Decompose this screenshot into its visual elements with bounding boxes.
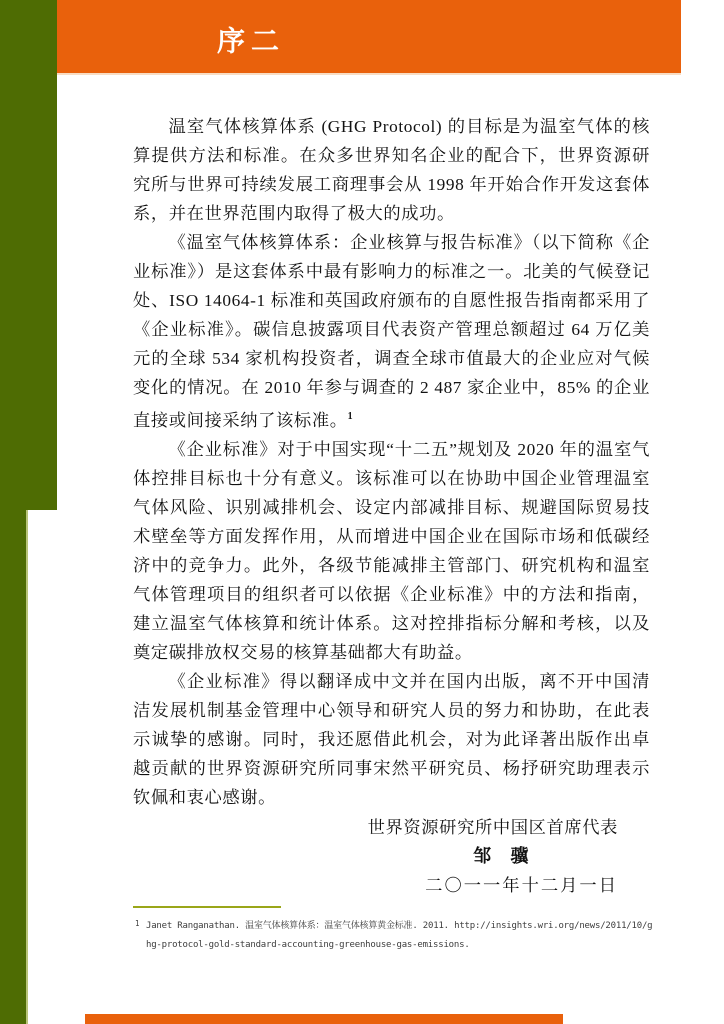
paragraph-2 bbox=[133, 228, 650, 435]
left-accent-bar-bottom bbox=[0, 510, 28, 1024]
footnote-divider bbox=[133, 906, 281, 908]
signature-role: 世界资源研究所中国区首席代表 bbox=[367, 817, 618, 837]
footnote-text bbox=[133, 917, 653, 955]
paragraph-1 bbox=[133, 112, 650, 228]
footnote-block bbox=[133, 906, 653, 955]
paragraph-1-text: 温室气体核算体系 (GHG Protocol) 的目标是为温室气体的核算提供方法和标准。在众多世界知名企业的配合下，世界资源研究所与世界可持续发展工商理事会从 1998 年开始合作开发这套体系，并在世界范围内取得了极大的成功。 bbox=[133, 117, 650, 223]
paragraph-3-text: 《企业标准》对于中国实现“十二五”规划及 2020 年的温室气体控排目标也十分有意义。该标准可以在协助中国企业管理温室气体风险、识别减排机会、设定内部减排目标、规避国际贸易技术壁垒等方面发挥作用，从而增进中国企业在国际市场和低碳经济中的竞争力。此外，各级节能减排主管部门、研究机构和温室气体管理项目的组织者可以依据《企业标准》中的方法和指南，建立温室气体核算和统计体系。这对控排指标分解和考核，以及奠定碳排放权交易的核算基础都大有助益。 bbox=[133, 439, 650, 662]
body-text bbox=[133, 112, 650, 900]
paragraph-4-text: 《企业标准》得以翻译成中文并在国内出版，离不开中国清洁发展机制基金管理中心领导和研究人员的努力和协助，在此表示诚挚的感谢。同时，我还愿借此机会，对为此译著出版作出卓越贡献的世界资源研究所同事宋然平研究员、杨抒研究助理表示钦佩和衷心感谢。 bbox=[133, 671, 650, 807]
page-title: 序二 bbox=[217, 24, 286, 56]
signature-block bbox=[133, 813, 650, 900]
footnote-citation: Janet Ranganathan. 温室气体核算体系：温室气体核算黄金标准. 2011. http://insights.wri.org/news/2011/10/ghg-protocol-gold-standard-accounting-greenhouse-gas-emissions. bbox=[146, 921, 653, 950]
footnote-marker: 1 bbox=[135, 919, 140, 928]
bottom-accent-bar bbox=[85, 1014, 563, 1024]
paragraph-3 bbox=[133, 435, 650, 667]
paragraph-4 bbox=[133, 667, 650, 812]
left-accent-bar-top bbox=[0, 0, 57, 510]
paragraph-2-text: 《温室气体核算体系：企业核算与报告标准》（以下简称《企业标准》）是这套体系中最有影响力的标准之一。北美的气候登记处、ISO 14064-1 标准和英国政府颁布的自愿性报告指南都采用了《企业标准》。碳信息披露项目代表资产管理总额超过 64 万亿美元的全球 534 家机构投资者，调查全球市值最大的企业应对气候变化的情况。在 2010 年参与调查的 2 487 家企业中，85% 的企业直接或间接采纳了该标准。 bbox=[133, 233, 650, 430]
title-banner bbox=[57, 0, 681, 75]
signature-date: 二〇一一年十二月一日 bbox=[425, 875, 618, 895]
signature-name: 邹 骥 bbox=[473, 845, 529, 866]
footnote-reference: 1 bbox=[347, 411, 353, 422]
